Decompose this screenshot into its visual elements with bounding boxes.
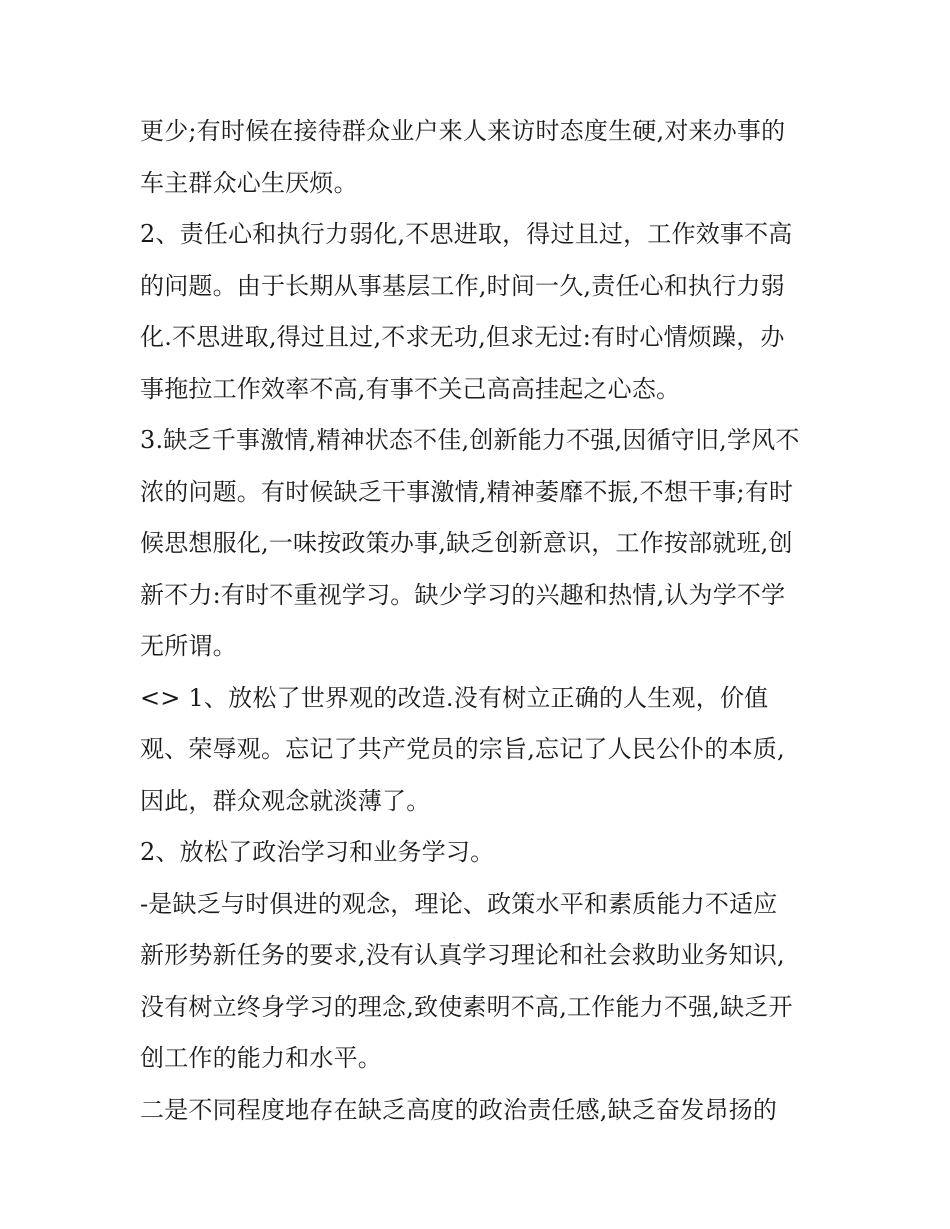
text-line: 2、责任心和执行力弱化,不思进取，得过且过，工作效事不高 [140, 220, 793, 248]
text-line: 的问题。由于长期从事基层工作,时间一久,责任心和执行力弱 [140, 271, 785, 300]
text-line: 3.缺乏千事激情,精神状态不佳,创新能力不强,因循守旧,学风不 [140, 426, 800, 454]
text-line: 新形势新任务的要求,没有认真学习理论和社会救助业务知识, [140, 941, 785, 969]
text-line: 新不力:有时不重视学习。缺少学习的兴趣和热情,认为学不学 [140, 580, 786, 609]
text-line: -是缺乏与时俱进的观念，理论、政策水平和素质能力不适应 [140, 889, 778, 918]
text-line: 观、荣辱观。忘记了共产党员的宗旨,忘记了人民公仆的本质, [140, 735, 785, 763]
text-line: <> 1、放松了世界观的改造.没有树立正确的人生观，价值 [140, 683, 769, 712]
document-body [140, 106, 820, 1136]
text-line: 化.不思进取,得过且过,不求无功,但求无过:有时心情烦躁，办 [140, 323, 785, 351]
text-line: 事拖拉工作效率不高,有事不关己高高挂起之心态。 [140, 374, 681, 403]
text-line: 创工作的能力和水平。 [140, 1044, 382, 1072]
text-line: 候思想服化,一味按政策办事,缺乏创新意识，工作按部就班,创 [140, 529, 793, 557]
text-line: 更少;有时候在接待群众业户来人来访时态度生硬,对来办事的 [140, 117, 786, 145]
text-line: 因此，群众观念就淡薄了。 [140, 786, 431, 815]
text-line: 浓的问题。有时候缺乏干事激情,精神萎靡不振,不想干事;有时 [140, 477, 794, 506]
text-line: 无所谓。 [140, 632, 237, 660]
text-line: 二是不同程度地存在缺乏高度的政治责任感,缺乏奋发昂扬的 [140, 1095, 778, 1124]
text-line: 没有树立终身学习的理念,致使素明不高,工作能力不强,缺乏开 [140, 992, 793, 1021]
text-line: 车主群众心生厌烦。 [140, 168, 358, 197]
text-line: 2、放松了政治学习和业务学习。 [140, 838, 495, 866]
